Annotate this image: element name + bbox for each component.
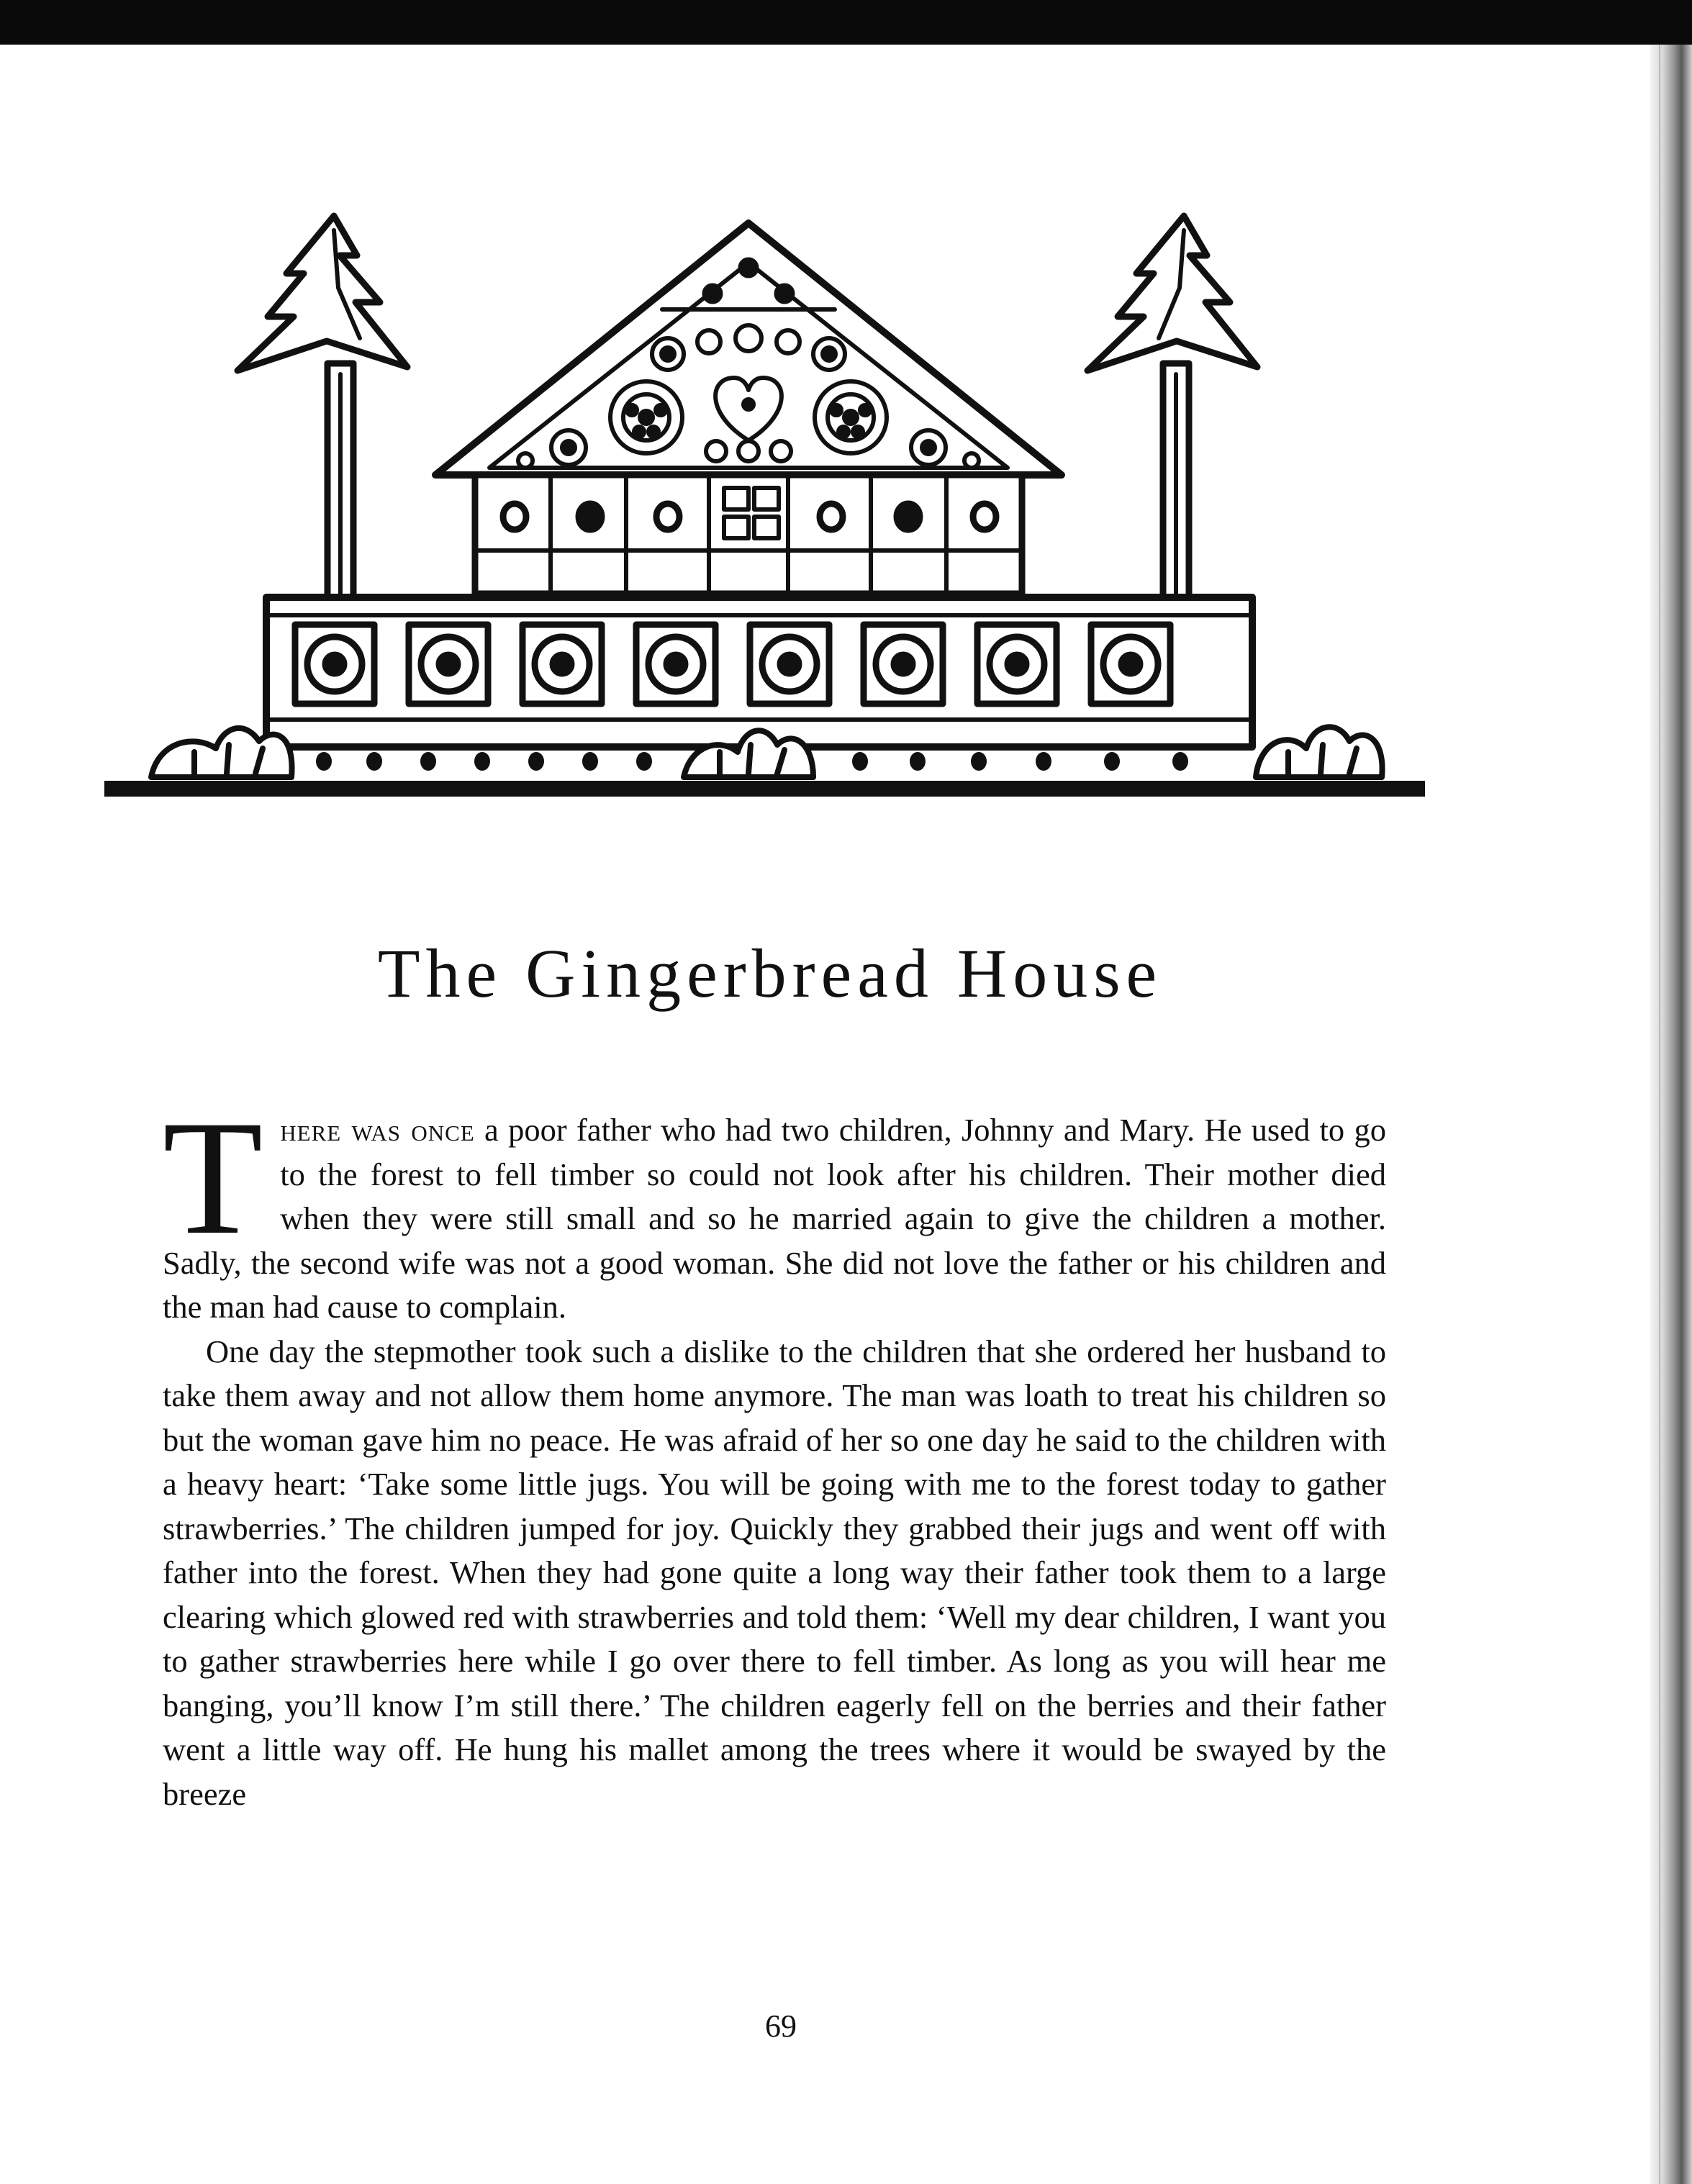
lead-in: here was once bbox=[280, 1112, 475, 1148]
scan-top-edge bbox=[0, 0, 1692, 45]
story-text bbox=[163, 1087, 1386, 1816]
drop-cap: T bbox=[163, 1087, 263, 1269]
paragraph bbox=[163, 1087, 1386, 1330]
paragraph-text: a poor father who had two children, Johnny and Mary. He used to go to the forest to fell timber so could not look after his children. Their mother died when they were still small and so he married again to give the children a mother. Sadly, the second wife was not a good woman. She did not love the father or his children and the man had cause to complain. bbox=[163, 1112, 1386, 1325]
page-number: 69 bbox=[765, 2008, 797, 2044]
book-page-edge bbox=[1650, 45, 1692, 2184]
page-title: The Gingerbread House bbox=[377, 935, 1163, 1012]
paragraph: One day the stepmother took such a dislike to the children that she ordered her husband to take them away and not allow them home anymore. The man was loath to treat his children so but the woman gave him no peace. He was afraid of her so one day he said to the children with a heavy heart: ‘Take some little jugs. You will be going with me to the forest today to gather strawberries.’ The children jumped for joy. Quickly they grabbed their jugs and went off with father into the forest. When they had gone quite a long way their father took them to a large clearing which glowed red with strawberries and told them: ‘Well my dear children, I want you to gather strawberries here while I go over there to fell timber. As long as you will hear me banging, you’ll know I’m still there.’ The children eagerly fell on the berries and their father went a little way off. He hung his mallet among the trees where it would be swayed by the breeze bbox=[163, 1333, 1386, 1812]
gingerbread-house-icon bbox=[101, 194, 1432, 828]
